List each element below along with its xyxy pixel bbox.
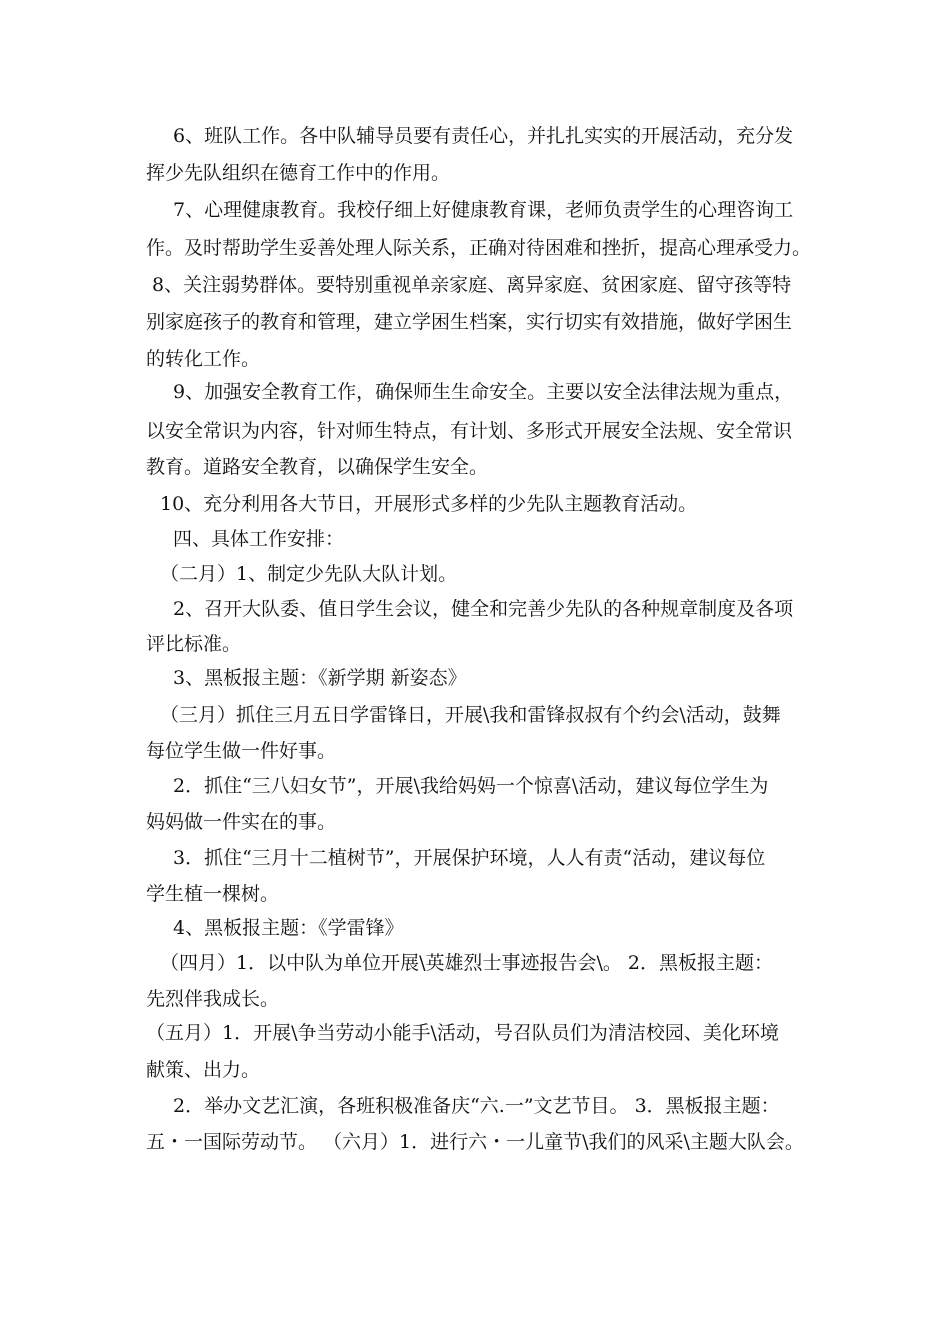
text-line: 的转化工作。 [146, 348, 261, 370]
text-line: 先烈伴我成长。 [146, 988, 280, 1010]
text-line: 以安全常识为内容，针对师生特点，有计划、多形式开展安全法规、安全常识 [146, 420, 793, 442]
text-line: 妈妈做一件实在的事。 [146, 811, 337, 833]
text-line: 4、黑板报主题：《学雷锋》 [173, 917, 404, 939]
text-line: （四月）1．以中队为单位开展\英雄烈士事迹报告会\。 2．黑板报主题： [160, 952, 774, 974]
text-line: 8、关注弱势群体。要特别重视单亲家庭、离异家庭、贫困家庭、留守孩等特 [152, 274, 792, 296]
text-line: 别家庭孩子的教育和管理，建立学困生档案，实行切实有效措施，做好学困生 [146, 311, 793, 333]
text-line: 2．举办文艺汇演，各班积极准备庆“六.一”文艺节目。 3．黑板报主题： [173, 1095, 780, 1117]
text-line: 评比标准。 [146, 633, 242, 655]
text-line: 3、黑板报主题：《新学期 新姿态》 [173, 667, 467, 689]
text-line: 献策、出力。 [146, 1059, 261, 1081]
text-line: 7、心理健康教育。我校仔细上好健康教育课，老师负责学生的心理咨询工 [173, 199, 794, 221]
text-line: 9、加强安全教育工作，确保师生生命安全。主要以安全法律法规为重点， [173, 381, 794, 403]
text-line: 教育。道路安全教育，以确保学生安全。 [146, 456, 489, 478]
text-line: 2．抓住“三八妇女节”，开展\我给妈妈一个惊喜\活动，建议每位学生为 [173, 775, 769, 797]
text-line: 挥少先队组织在德育工作中的作用。 [146, 162, 451, 184]
text-line: 五・一国际劳动节。 （六月）1．进行六・一儿童节\我们的风采\主题大队会。 [146, 1131, 804, 1153]
section-heading: 四、具体工作安排： [173, 528, 345, 550]
text-line: 学生植一棵树。 [146, 883, 280, 905]
text-line: 3．抓住“三月十二植树节”，开展保护环境，人人有责“活动，建议每位 [173, 847, 766, 869]
text-line: 每位学生做一件好事。 [146, 740, 337, 762]
text-line: 2、召开大队委、值日学生会议，健全和完善少先队的各种规章制度及各项 [173, 598, 794, 620]
text-line: （三月）抓住三月五日学雷锋日，开展\我和雷锋叔叔有个约会\活动，鼓舞 [160, 704, 781, 726]
text-line: 作。及时帮助学生妥善处理人际关系，正确对待困难和挫折，提高心理承受力。 [146, 237, 812, 259]
text-line: 6、班队工作。各中队辅导员要有责任心，并扎扎实实的开展活动，充分发 [173, 125, 794, 147]
text-line: （二月）1、制定少先队大队计划。 [160, 563, 458, 585]
text-line: （五月）1．开展\争当劳动小能手\活动，号召队员们为清洁校园、美化环境 [146, 1022, 779, 1044]
text-line: 10、充分利用各大节日，开展形式多样的少先队主题教育活动。 [160, 493, 698, 515]
